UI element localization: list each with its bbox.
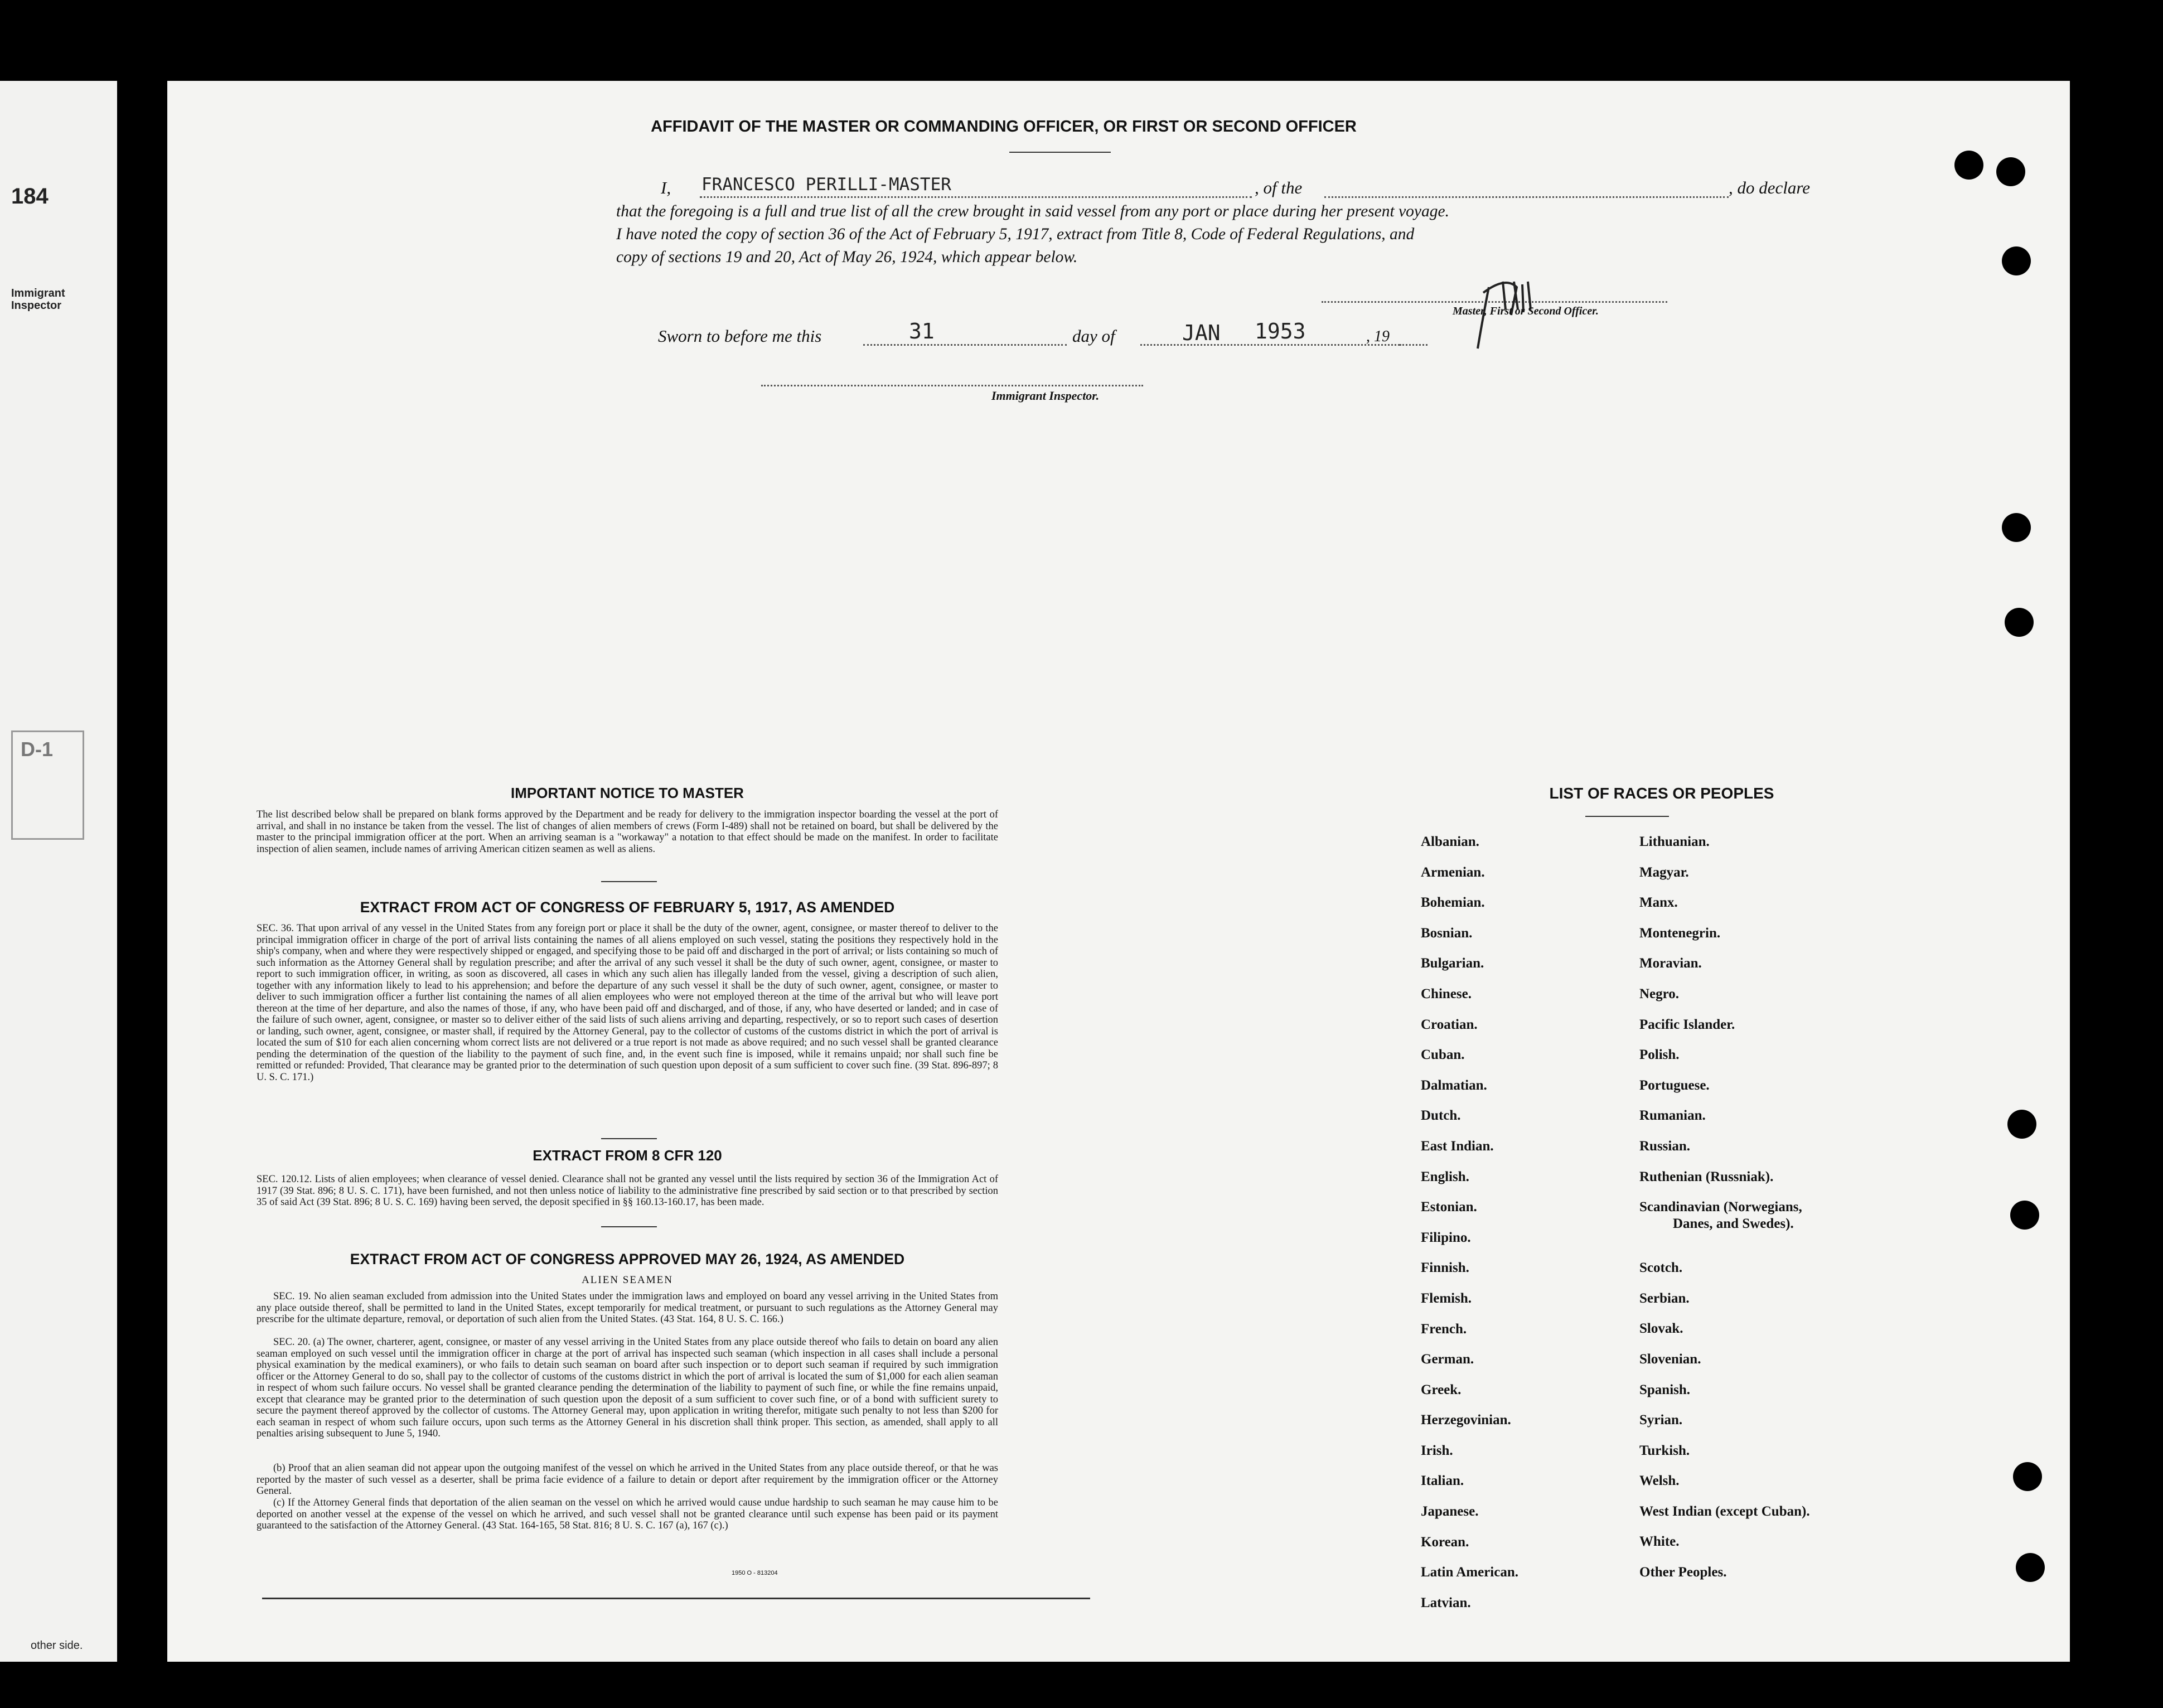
- race-item: Negro.: [1639, 986, 1680, 1001]
- race-item: Greek.: [1421, 1382, 1462, 1397]
- race-item: German.: [1421, 1352, 1474, 1367]
- race-item: Polish.: [1639, 1047, 1680, 1063]
- race-item: Pacific Islander.: [1639, 1017, 1735, 1032]
- race-item: Croatian.: [1421, 1017, 1478, 1032]
- binder-hole: [2005, 608, 2034, 637]
- race-item: Scotch.: [1639, 1260, 1683, 1276]
- strip-label: Immigrant Inspector: [11, 287, 65, 312]
- race-item: Welsh.: [1639, 1473, 1680, 1489]
- races-rule: [1585, 816, 1669, 817]
- day-of-label: day of: [1072, 326, 1115, 346]
- sec19-body: SEC. 19. No alien seaman excluded from admission into the United States under the immigration laws and employed on board any vessel arriving in the United States from any place outside thereof, shall be permitted to land in the United States, except temporarily for medical treatment, or pursuant to such regulations as the Attorney General may prescribe for the ultimate departure, removal, or deportation of such alien from the United States. (43 Stat. 164, 8 U. S. C. 166.): [257, 1291, 998, 1325]
- races-right-list: [1639, 834, 1810, 1595]
- race-item: Chinese.: [1421, 986, 1472, 1001]
- race-item: Korean.: [1421, 1534, 1469, 1550]
- vessel-line: [1324, 196, 1729, 198]
- race-item: French.: [1421, 1321, 1467, 1337]
- binder-hole: [2007, 1110, 2036, 1139]
- race-item: Flemish.: [1421, 1290, 1472, 1306]
- day-line: [863, 344, 1067, 346]
- race-item: Bohemian.: [1421, 895, 1485, 911]
- cfr-title: EXTRACT FROM 8 CFR 120: [533, 1147, 722, 1164]
- race-item: Latin American.: [1421, 1565, 1518, 1580]
- race-item: Rumanian.: [1639, 1108, 1706, 1124]
- signature-role: Master, First or Second Officer.: [1453, 305, 1599, 317]
- sec20b-body: (b) Proof that an alien seaman did not appear upon the outgoing manifest of the vessel on which he arrived in the United States from any place outside thereof, or that he was reported by the master of such vessel as a deserter, shall be prima facie evidence of a failure to detain or deport after requirement by the immigration officer or the Attorney General.: [257, 1463, 998, 1497]
- year-suffix: , 19: [1366, 328, 1390, 345]
- extract1924-title: EXTRACT FROM ACT OF CONGRESS APPROVED MAY 26, 1924, AS AMENDED: [350, 1251, 905, 1267]
- declaration-line-4: copy of sections 19 and 20, Act of May 26, 1924, which appear below.: [616, 248, 1078, 266]
- race-item: Japanese.: [1421, 1504, 1479, 1520]
- binder-hole: [1954, 151, 1983, 180]
- race-item: Russian.: [1639, 1138, 1691, 1154]
- race-item: Magyar.: [1639, 864, 1689, 880]
- race-item: Portuguese.: [1639, 1077, 1710, 1093]
- race-item: Other Peoples.: [1639, 1565, 1727, 1580]
- binder-hole: [1996, 157, 2025, 186]
- notice-title: IMPORTANT NOTICE TO MASTER: [511, 785, 744, 801]
- race-item: Bulgarian.: [1421, 956, 1484, 971]
- sworn-month: JAN: [1182, 321, 1221, 345]
- race-item: Albanian.: [1421, 834, 1479, 849]
- race-item: Bosnian.: [1421, 925, 1473, 941]
- races-title: LIST OF RACES OR PEOPLES: [1549, 785, 1774, 802]
- race-item: Spanish.: [1639, 1382, 1691, 1397]
- cfr-body: SEC. 120.12. Lists of alien employees; when clearance of vessel denied. Clearance shall not be granted any vessel until the lists required by section 36 of the Immigration Act of 1917 (39 Stat. 896; 8 U. S. C. 171), have been furnished, and not then unless notice of liability to the administrative fine prescribed by said section or to that prescribed by section 35 of said Act (39 Stat. 896; 8 U. S. C. 169) having been served, the deposit specified in §§ 160.13-160.17, has been made.: [257, 1174, 998, 1208]
- title-rule: [1009, 152, 1111, 153]
- do-declare-label: , do declare: [1729, 178, 1811, 197]
- race-item: Italian.: [1421, 1473, 1464, 1489]
- binder-hole: [2013, 1462, 2042, 1491]
- race-item: West Indian (except Cuban).: [1639, 1503, 1810, 1519]
- binder-hole: [2010, 1201, 2039, 1230]
- binder-hole: [2002, 246, 2031, 275]
- race-item: Montenegrin.: [1639, 925, 1721, 941]
- race-item: Dutch.: [1421, 1108, 1461, 1124]
- inspector-line: [761, 385, 1143, 386]
- sworn-day: 31: [909, 319, 935, 343]
- race-item: East Indian.: [1421, 1138, 1494, 1154]
- race-item: Manx.: [1639, 895, 1678, 911]
- master-name: FRANCESCO PERILLI-MASTER: [701, 175, 951, 195]
- declaration-line-3: I have noted the copy of section 36 of the Act of February 5, 1917, extract from Title 8, Code of Federal Regulations, and: [616, 225, 1415, 243]
- of-the-label: , of the: [1255, 178, 1303, 197]
- notice-body: The list described below shall be prepared on blank forms approved by the Department and be ready for delivery to the immigration inspector boarding the vessel at the port of arrival, and shall in no instance be taken from the vessel. The list of changes of alien members of crews (Form I-489) shall not be retained on board, but shall be delivered by the master to the principal immigration officer at the port. When an arriving seaman is a "workaway" a notation to that effect should be made on the manifest. In order to facilitate inspection of alien seamen, include names of arriving American citizen seamen as well as aliens.: [257, 809, 998, 855]
- extract1924-subtitle: ALIEN SEAMEN: [582, 1274, 673, 1286]
- race-item: Ruthenian (Russniak).: [1639, 1169, 1774, 1184]
- affidavit-title: AFFIDAVIT OF THE MASTER OR COMMANDING OFFICER, OR FIRST OR SECOND OFFICER: [651, 118, 1357, 136]
- notice-rule: [601, 881, 657, 882]
- i-label: I,: [661, 178, 671, 197]
- extract1917-rule: [601, 1138, 657, 1139]
- race-item: Slovak.: [1639, 1321, 1683, 1337]
- binder-hole: [2002, 513, 2031, 542]
- extract1917-title: EXTRACT FROM ACT OF CONGRESS OF FEBRUARY 5, 1917, AS AMENDED: [360, 899, 895, 916]
- month-line: [1140, 344, 1400, 346]
- race-item: Serbian.: [1639, 1290, 1690, 1306]
- adjacent-page-strip: [0, 81, 117, 1662]
- race-item: Slovenian.: [1639, 1351, 1701, 1367]
- race-item-continued: Danes, and Swedes).: [1673, 1216, 1794, 1232]
- race-item: Irish.: [1421, 1443, 1453, 1458]
- sworn-year: 1953: [1255, 319, 1306, 343]
- race-item: English.: [1421, 1169, 1469, 1184]
- race-item: Herzegovinian.: [1421, 1412, 1511, 1428]
- race-item: Cuban.: [1421, 1047, 1465, 1063]
- manifest-page: [167, 81, 2070, 1662]
- race-item: Estonian.: [1421, 1199, 1477, 1215]
- cfr-rule: [601, 1226, 657, 1227]
- year-line: [1400, 344, 1428, 346]
- races-left-list: [1421, 834, 1518, 1625]
- race-item: Dalmatian.: [1421, 1077, 1487, 1093]
- race-item: Filipino.: [1421, 1230, 1471, 1245]
- declaration-line-2: that the foregoing is a full and true list of all the crew brought in said vessel from any port or place during her present voyage.: [616, 202, 1449, 220]
- race-item: Scandinavian (Norwegians, Danes, and Swedes).: [1639, 1199, 1810, 1260]
- print-code: 1950 O - 813204: [732, 1570, 778, 1576]
- race-item: Turkish.: [1639, 1443, 1690, 1458]
- binder-hole: [2016, 1553, 2045, 1582]
- bottom-rule: [262, 1598, 1090, 1599]
- name-line: [700, 196, 1252, 198]
- sec20a-body: SEC. 20. (a) The owner, charterer, agent, consignee, or master of any vessel arriving in the United States from any place outside thereof who fails to detain on board any alien seaman employed on such vessel until the immigration officer in charge at the port of arrival has inspected such seaman (which inspection in all cases shall include a personal physical examination by the medical examiners), or who fails to detain such seaman on board after such inspection or to deport such seaman if required by such immigration officer or the Attorney General to do so, shall pay to the collector of customs of the customs district in which the port of arrival is located the sum of $1,000 for each alien seaman in respect of whom such failure occurs. No vessel shall be granted clearance pending the determination of the liability to payment of such fine, or while the fine remains unpaid, except that clearance may be granted prior to the determination of such question upon the deposit of a sum sufficient to cover such fine, or of a bond with sufficient surety to secure the payment thereof approved by the collector of customs. The Attorney General may, upon application in writing therefor, mitigate such penalty to not less than $200 for each seaman in respect of whom such failure occurs, upon such terms as the Attorney General in his discretion shall think proper. This section, as amended, shall apply to all penalties arising subsequent to June 5, 1940.: [257, 1337, 998, 1439]
- strip-box-label: D-1: [21, 738, 54, 761]
- race-item: White.: [1639, 1534, 1680, 1550]
- strip-number: 184: [11, 184, 49, 209]
- race-item: Moravian.: [1639, 956, 1702, 971]
- extract1917-body: SEC. 36. That upon arrival of any vessel in the United States from any foreign port or place it shall be the duty of the owner, agent, consignee, or master thereof to deliver to the principal immigration officer in charge of the port of arrival lists containing the names of all aliens employed on such vessel, stating the positions they respectively hold in the ship's company, when and where they were respectively shipped or engaged, and specifying those to be paid off and discharged in the port of arrival; or lists containing so much of such information as the Attorney General shall by regulation prescribe; and after the arrival of any such vessel it shall be the duty of such owner, agent, consignee, or master to report to such immigration officer, in writing, as soon as discovered, all cases in which any such alien has illegally landed from the vessel, giving a description of such alien, together with any information likely to lead to his apprehension; and before the departure of any such vessel it shall be the duty of such owner, agent, consignee, or master to deliver to such immigration officer a further list containing the names of all alien employees who were not employed thereon at the time of the arrival but who will leave port thereon at the time of her departure, and also the names of those, if any, who have been paid off and discharged, and of those, if any, who have deserted or landed; and in case of the failure of such owner, agent, consignee, or master so to deliver either of the said lists of such aliens arriving and departing, respectively, or so to report such cases of desertion or landing, such owner, agent, consignee, or master shall, if required by the Attorney General, pay to the collector of customs of the customs district in which the port of arrival is located the sum of $10 for each alien concerning whom correct lists are not delivered or a true report is not made as above required; and no such vessel shall be granted clearance pending the determination of the question of the liability to the payment of such fine, and, in the event such fine is imposed, while it remains unpaid; nor shall such fine be remitted or refunded: Provided, That clearance may be granted prior to the determination of such question upon deposit of a sum sufficient to cover such fine. (39 Stat. 896-897; 8 U. S. C. 171.): [257, 923, 998, 1083]
- sworn-label: Sworn to before me this: [658, 326, 822, 346]
- strip-box: [11, 730, 84, 840]
- race-item: Lithuanian.: [1639, 834, 1710, 849]
- race-item: Finnish.: [1421, 1260, 1469, 1276]
- sec20c-body: (c) If the Attorney General finds that deportation of the alien seaman on the vessel on which he arrived would cause undue hardship to such seaman he may cause him to be deported on another vessel at the expense of the vessel on which he arrived, and such vessel shall not be granted clearance until such expense has been paid or its payment guaranteed to the satisfaction of the Attorney General. (43 Stat. 164-165, 58 Stat. 816; 8 U. S. C. 167 (a), 167 (c).): [257, 1497, 998, 1531]
- strip-note: other side.: [31, 1639, 83, 1652]
- inspector-label: Immigrant Inspector.: [991, 389, 1100, 403]
- race-item: Armenian.: [1421, 864, 1485, 880]
- race-item: Syrian.: [1639, 1412, 1683, 1428]
- race-item: Latvian.: [1421, 1595, 1471, 1610]
